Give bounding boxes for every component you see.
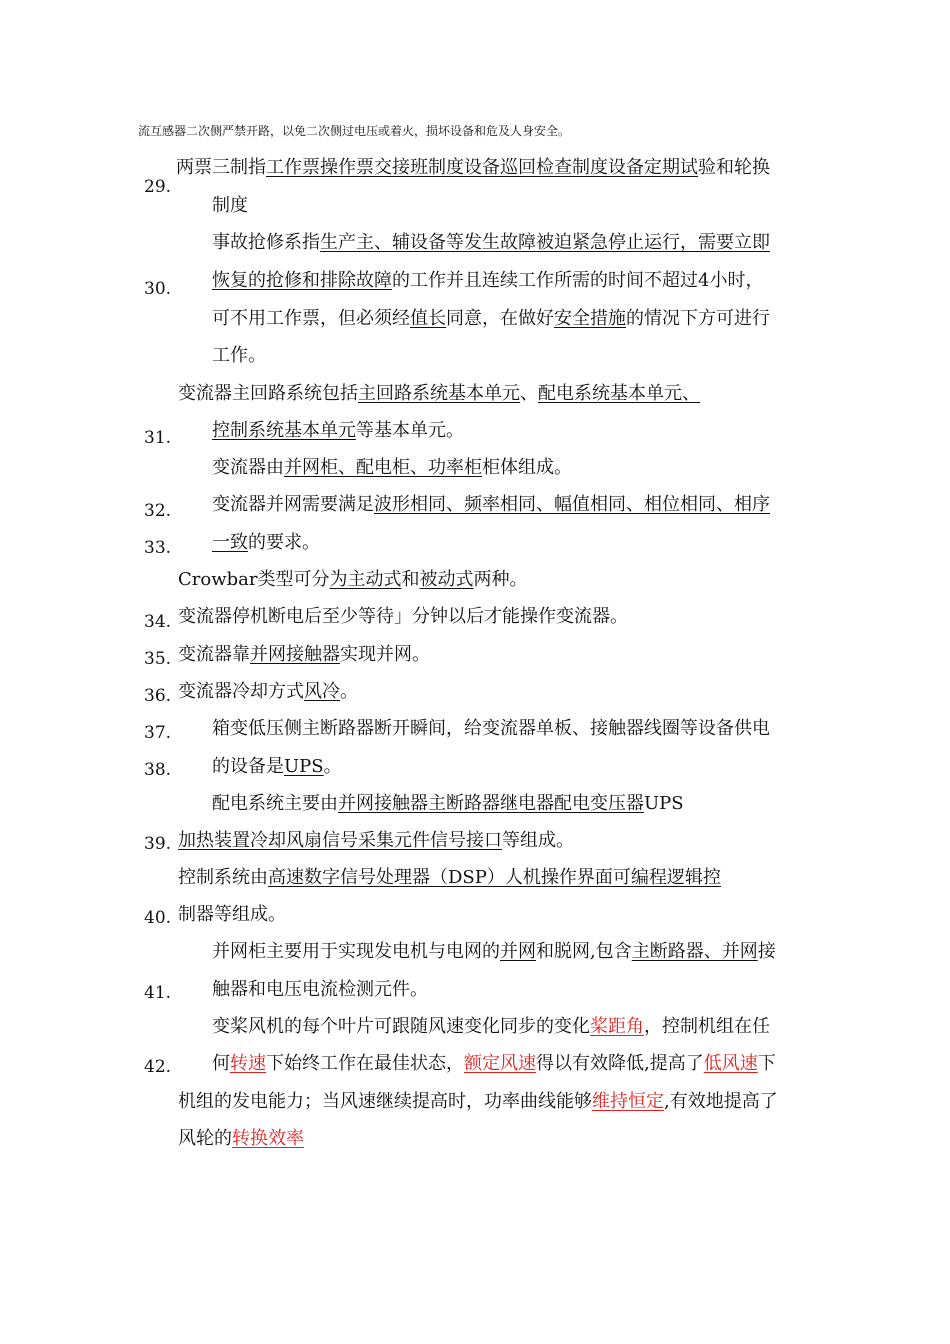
item-35-line: 变流器靠并网接触器实现并网。 bbox=[178, 644, 430, 665]
item-number-42: 42. bbox=[144, 1057, 172, 1077]
item-30-line-2: 恢复的抢修和排除故障的工作并且连续工作所需的时间不超过4小时， bbox=[212, 270, 764, 291]
item-30-line-3: 可不用工作票，但必须经值长同意，在做好安全措施的情况下方可进行 bbox=[212, 308, 770, 329]
item-number-34: 34. bbox=[144, 612, 172, 632]
item-33-line-1: 变流器并网需要满足波形相同、频率相同、幅值相同、相位相同、相序 bbox=[212, 494, 770, 515]
item-number-29: 29. bbox=[144, 177, 172, 197]
item-number-35: 35. bbox=[144, 649, 172, 669]
item-39-line-2: 加热装置冷却风扇信号采集元件信号接口等组成。 bbox=[178, 830, 574, 851]
item-number-37: 37. bbox=[144, 723, 172, 743]
item-32-line: 变流器由并网柜、配电柜、功率柜柜体组成。 bbox=[212, 457, 572, 478]
item-37-line-1: 箱变低压侧主断路器断开瞬间，给变流器单板、接触器线圈等设备供电 bbox=[212, 718, 770, 739]
item-29-line-1: 两票三制指工作票操作票交接班制度设备巡回检查制度设备定期试验和轮换 bbox=[176, 157, 770, 178]
item-41-line-1: 并网柜主要用于实现发电机与电网的并网和脱网,包含主断路器、并网接 bbox=[212, 941, 776, 962]
item-42-line-3: 机组的发电能力；当风速继续提高时，功率曲线能够维持恒定,有效地提高了 bbox=[178, 1091, 778, 1112]
top-note: 流互感器二次侧严禁开路，以免二次侧过电压或着火，损坏设备和危及人身安全。 bbox=[138, 124, 571, 138]
item-40-line-1: 控制系统由高速数字信号处理器（DSP）人机操作界面可编程逻辑控 bbox=[178, 867, 721, 888]
item-41-line-2: 触器和电压电流检测元件。 bbox=[212, 979, 428, 1000]
item-36-line: 变流器冷却方式风冷。 bbox=[178, 681, 358, 702]
item-42-line-1: 变桨风机的每个叶片可跟随风速变化同步的变化桨距角，控制机组在任 bbox=[212, 1016, 770, 1037]
item-number-41: 41. bbox=[144, 983, 172, 1003]
item-34-line: 变流器停机断电后至少等待」分钟以后才能操作变流器。 bbox=[178, 606, 628, 627]
item-33-line-2: 一致的要求。 bbox=[212, 532, 320, 553]
item-40-line-2: 制器等组成。 bbox=[178, 904, 286, 925]
item-number-33: 33. bbox=[144, 538, 172, 558]
item-31-line-2: 控制系统基本单元等基本单元。 bbox=[212, 420, 464, 441]
item-crowbar-line: Crowbar类型可分为主动式和被动式两种。 bbox=[178, 569, 528, 590]
item-30-line-1: 事故抢修系指生产主、辅设备等发生故障被迫紧急停止运行，需要立即 bbox=[212, 232, 770, 253]
item-number-39: 39. bbox=[144, 834, 172, 854]
item-number-38: 38. bbox=[144, 760, 172, 780]
item-number-40: 40. bbox=[144, 908, 172, 928]
item-39-line-1: 配电系统主要由并网接触器主断路器继电器配电变压器UPS bbox=[212, 793, 684, 814]
item-30-line-4: 工作。 bbox=[212, 345, 266, 366]
item-42-line-4: 风轮的转换效率 bbox=[178, 1128, 304, 1149]
item-number-30: 30. bbox=[144, 279, 172, 299]
item-31-line-1: 变流器主回路系统包括主回路系统基本单元、配电系统基本单元、 bbox=[178, 383, 700, 404]
item-37-line-2: 的设备是UPS。 bbox=[212, 756, 342, 777]
item-42-line-2: 何转速下始终工作在最佳状态，额定风速得以有效降低,提高了低风速下 bbox=[212, 1053, 776, 1074]
item-29-line-2: 制度 bbox=[212, 195, 248, 216]
item-number-32: 32. bbox=[144, 501, 172, 521]
item-number-36: 36. bbox=[144, 686, 172, 706]
item-number-31: 31. bbox=[144, 428, 172, 448]
